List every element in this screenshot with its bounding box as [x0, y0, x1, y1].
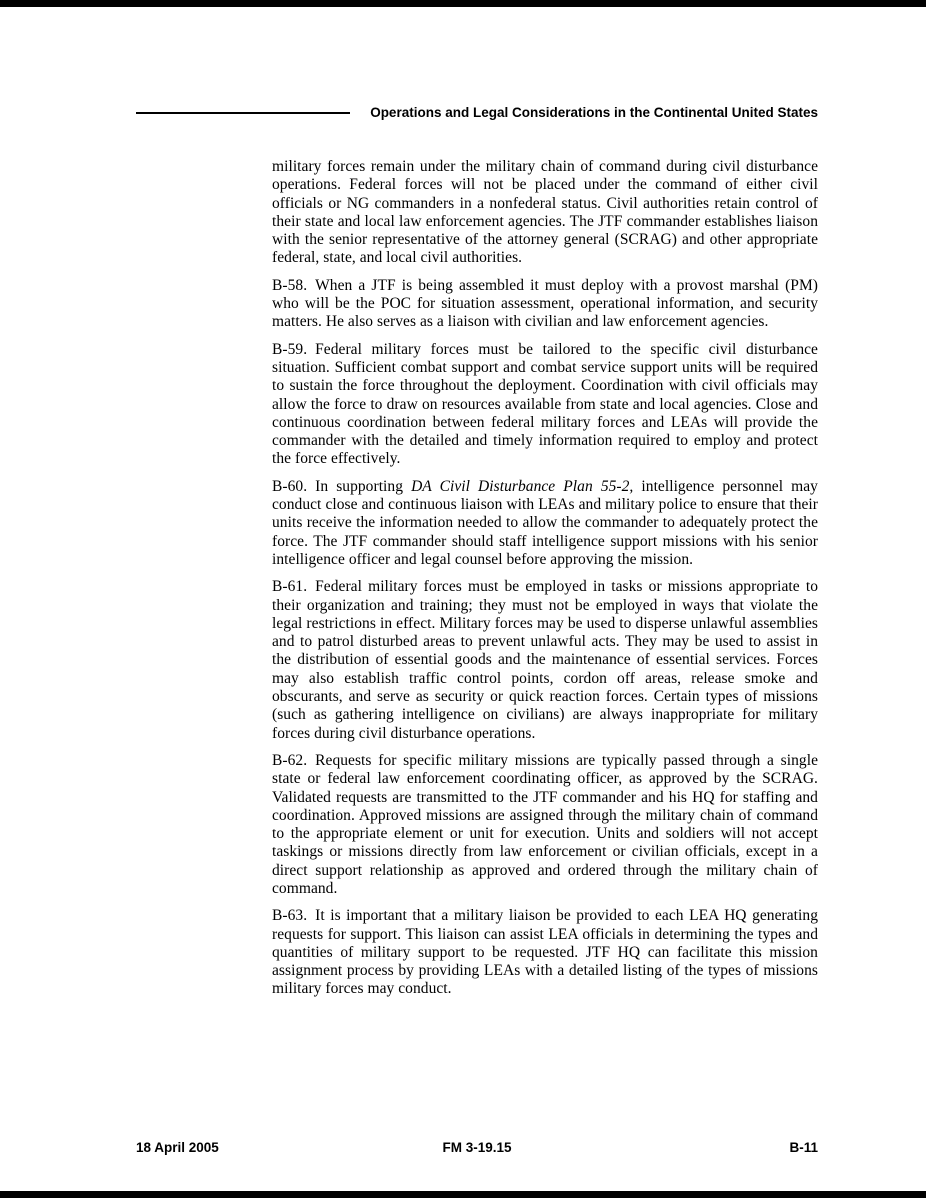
paragraph-number: B-61. — [272, 578, 308, 596]
paragraph-continued — [272, 158, 818, 268]
paragraph-number: B-58. — [272, 276, 308, 294]
paragraph-text: When a JTF is being assembled it must deploy with a provost marshal (PM) who will be the POC for situation assessment, operational information, and security matters. He also serves as a liaison with civilian and law enforcement agencies. — [272, 276, 818, 331]
paragraph-number: B-59. — [272, 340, 308, 358]
paragraph-b-58 — [272, 277, 818, 332]
paragraph-number: B-63. — [272, 907, 308, 925]
page-footer — [136, 1140, 818, 1155]
scan-edge-bottom — [0, 1191, 926, 1198]
paragraph-text: intelligence personnel may conduct close and continuous liaison with LEAs and military police to ensure that their units receive the information needed to allow the commander to adequately protect the force. The JTF commander should staff intelligence support missions with his senior intelligence officer and legal counsel before approving the mission. — [272, 477, 818, 568]
paragraph-b-59 — [272, 341, 818, 469]
paragraph-text: In supporting — [315, 477, 412, 495]
footer-date: 18 April 2005 — [136, 1140, 219, 1155]
page-header — [136, 104, 818, 122]
paragraph-b-62 — [272, 752, 818, 898]
footer-page-number: B-11 — [789, 1140, 818, 1155]
paragraph-text: It is important that a military liaison be provided to each LEA HQ generating requests for support. This liaison can assist LEA officials in determining the types and quantities of military support to be requested. JTF HQ can facilitate this mission assignment process by providing LEAs with a detailed listing of the types of missions military forces may conduct. — [272, 907, 818, 998]
paragraph-text: Requests for specific military missions are typically passed through a single state or federal law enforcement coordinating officer, as approved by the SCRAG. Validated requests are transmitted to the JTF commander and his HQ for staffing and coordination. Approved missions are assigned through the military chain of command to the appropriate element or unit for execution. Units and soldiers will not accept taskings or missions directly from law enforcement or civilian officials, except in a direct support relationship as approved and ordered through the military chain of command. — [272, 751, 818, 897]
paragraph-text: Federal military forces must be tailored to the specific civil disturbance situation. Sufficient combat support and combat service support units will be required to sustain the force throughout the deployment. Coordination with civil officials may allow the force to draw on resources available from state and local agencies. Close and continuous coordination between federal military forces and LEAs will provide the commander with the detailed and timely information required to employ and protect the force effectively. — [272, 340, 818, 468]
footer-doc-number: FM 3-19.15 — [442, 1140, 512, 1155]
paragraph-b-63 — [272, 907, 818, 998]
header-rule — [136, 112, 350, 114]
paragraph-text: military forces remain under the military chain of command during civil disturbance operations. Federal forces will not be placed under the command of either civil officials or NG commanders in a nonfederal status. Civil authorities retain control of their state and local law enforcement agencies. The JTF commander establishes liaison with the senior representative of the attorney general (SCRAG) and other appropriate federal, state, and local civil authorities. — [272, 158, 818, 267]
page-title: Operations and Legal Considerations in the Continental United States — [370, 105, 818, 120]
paragraph-b-60 — [272, 478, 818, 569]
scan-edge-top — [0, 0, 926, 7]
paragraph-number: B-62. — [272, 751, 308, 769]
paragraph-text: Federal military forces must be employed in tasks or missions appropriate to their organization and training; they must not be employed in ways that violate the legal restrictions in effect. Military forces may be used to disperse unlawful assemblies and to patrol disturbed areas to prevent unlawful acts. They may be used to assist in the distribution of essential goods and the maintenance of essential services. Forces may also establish traffic control points, cordon off areas, release smoke and obscurants, and serve as security or quick reaction forces. Certain types of missions (such as gathering intelligence on civilians) are always inappropriate for military forces during civil disturbance operations. — [272, 578, 818, 742]
page-body — [272, 158, 818, 1008]
italic-citation: DA Civil Disturbance Plan 55-2, — [411, 477, 634, 495]
paragraph-number: B-60. — [272, 477, 308, 495]
paragraph-b-61 — [272, 578, 818, 743]
